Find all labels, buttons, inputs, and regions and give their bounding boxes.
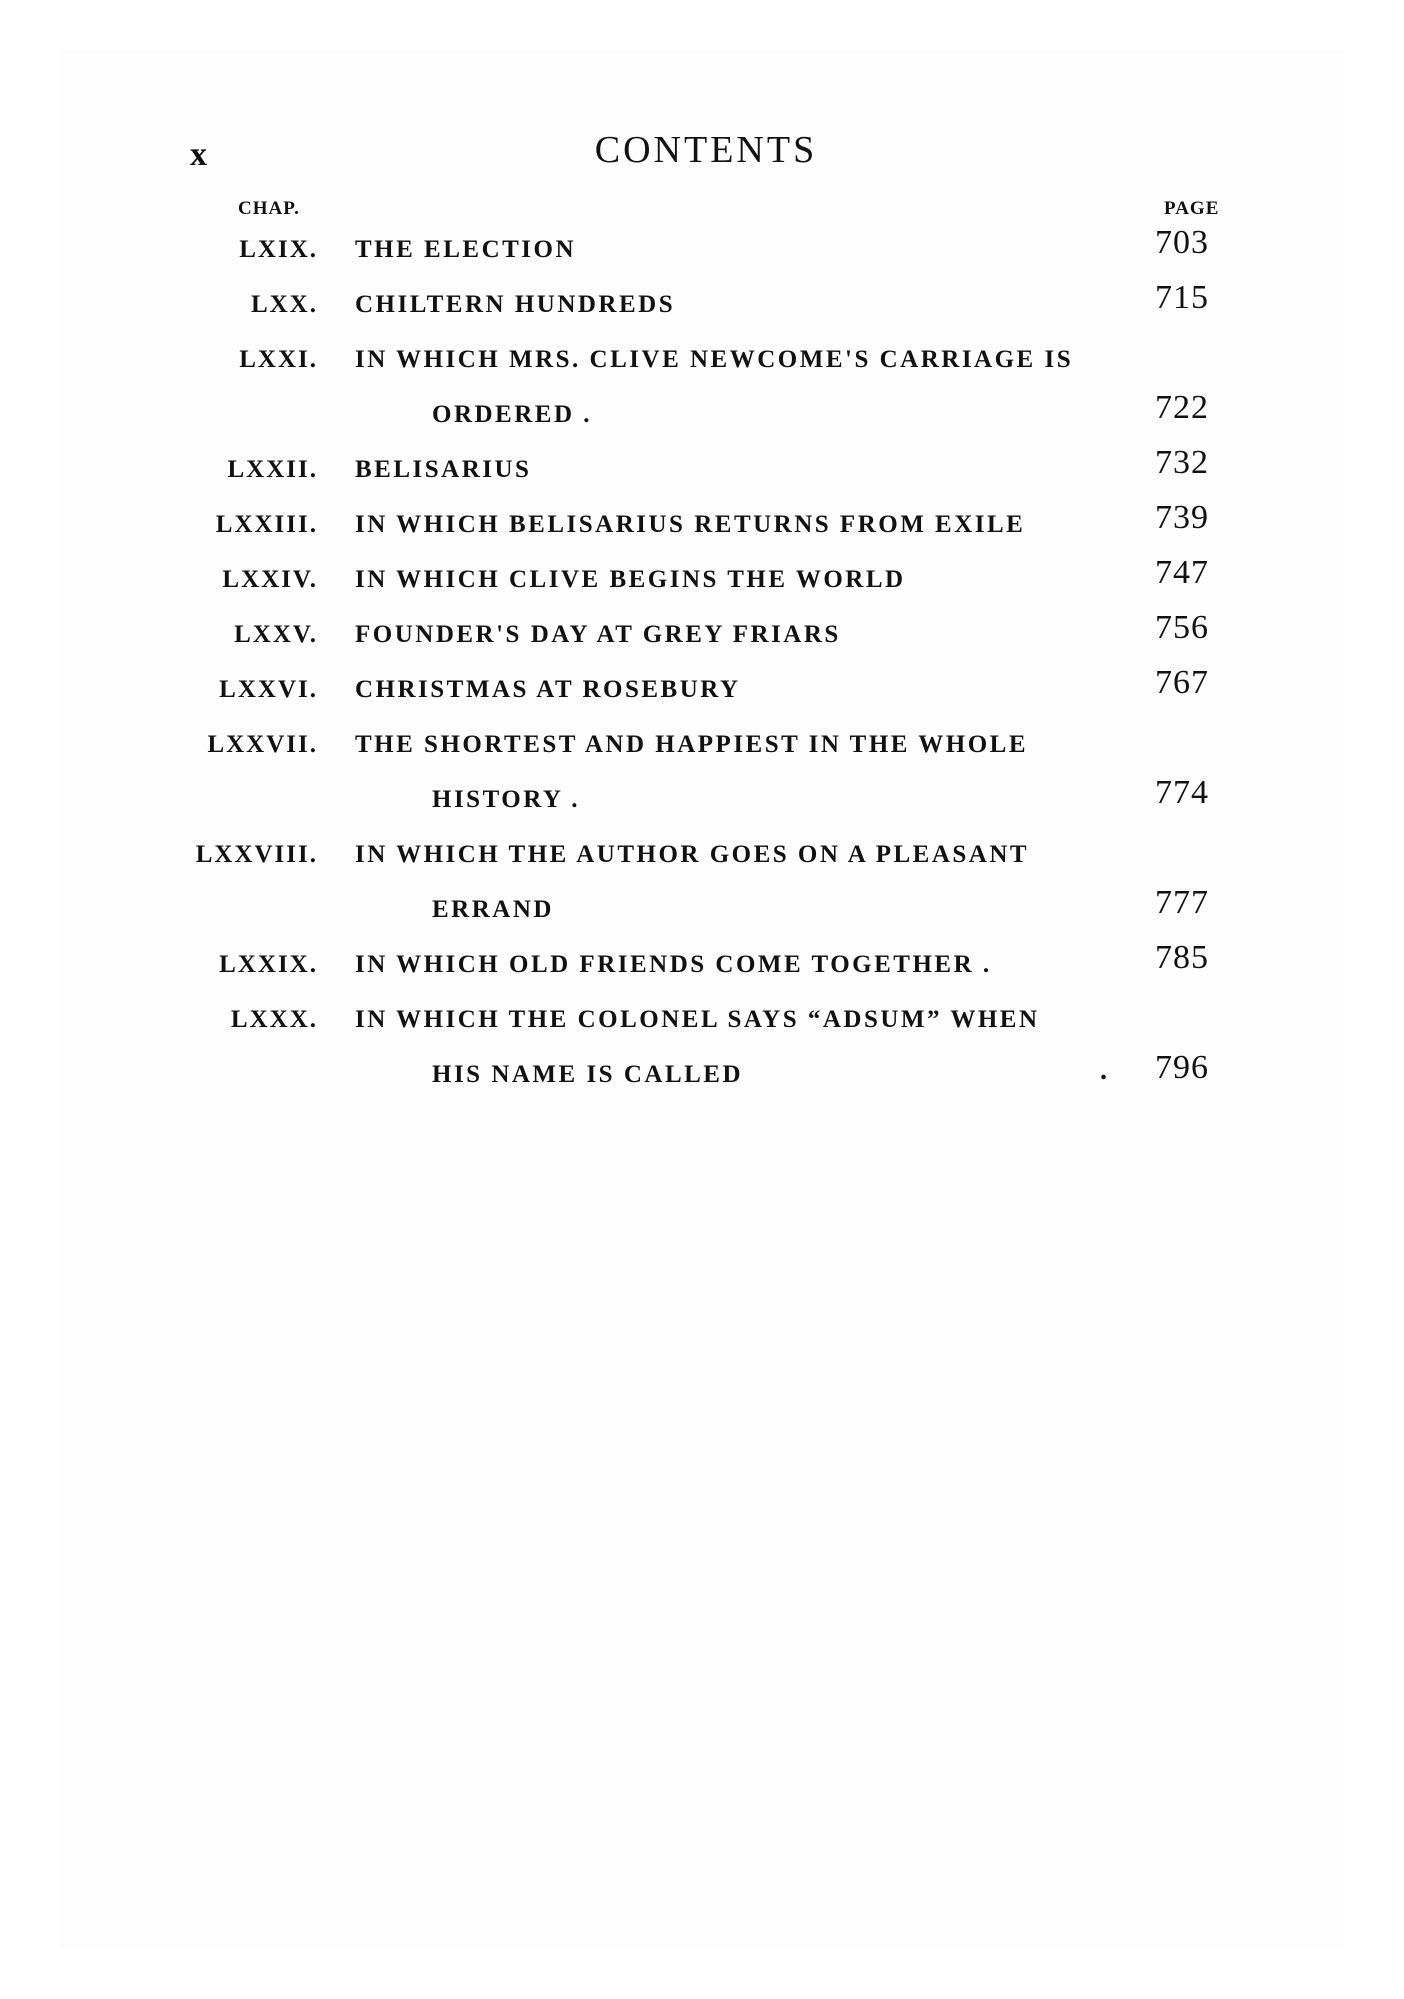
toc-line [0, 279, 1404, 327]
chapter-title: BELISARIUS [355, 456, 532, 483]
page-number: 785 [1155, 939, 1209, 976]
chapter-title-continuation: ERRAND [432, 896, 554, 923]
leader-dot: . [1100, 1055, 1107, 1086]
chapter-number: LXIX. [239, 236, 318, 263]
page-sheet [60, 50, 1344, 1949]
chapter-number: LXXVIII. [195, 841, 318, 868]
chapter-number: LXXIX. [219, 951, 318, 978]
chapter-number: LXX. [250, 291, 318, 318]
toc-line [0, 1002, 1404, 1042]
chapter-title-continuation: HISTORY . [432, 786, 581, 813]
toc-line [0, 727, 1404, 767]
toc-line [0, 224, 1404, 272]
chapter-title: THE ELECTION [355, 236, 577, 263]
chapter-number: LXXI. [239, 346, 318, 373]
chapter-title: THE SHORTEST AND HAPPIEST IN THE WHOLE [355, 731, 1029, 758]
page-number: 774 [1155, 774, 1209, 811]
chapter-number: LXXV. [234, 621, 318, 648]
page-column-heading: PAGE [1164, 198, 1220, 219]
page-number: 715 [1155, 279, 1209, 316]
toc-line [0, 609, 1404, 657]
chap-column-heading: CHAP. [238, 198, 300, 219]
toc-line [0, 939, 1404, 987]
chapter-title: CHRISTMAS AT ROSEBURY [355, 676, 741, 703]
page-number: 739 [1155, 499, 1209, 536]
chapter-number: LXXX. [230, 1006, 318, 1033]
chapter-number: LXXIII. [215, 511, 318, 538]
toc-line [0, 342, 1404, 382]
chapter-title: CHILTERN HUNDREDS [355, 291, 676, 318]
running-head [0, 128, 1404, 172]
toc-line [0, 554, 1404, 602]
chapter-title: IN WHICH THE COLONEL SAYS “ADSUM” WHEN [355, 1006, 1040, 1033]
toc-line [0, 1049, 1404, 1097]
page-number: 722 [1155, 389, 1209, 426]
chapter-title: IN WHICH BELISARIUS RETURNS FROM EXILE [355, 511, 1026, 538]
chapter-title: FOUNDER'S DAY AT GREY FRIARS [355, 621, 841, 648]
toc-line [0, 837, 1404, 877]
folio-number: x [190, 136, 208, 173]
toc-line [0, 389, 1404, 437]
page-number: 777 [1155, 884, 1209, 921]
page-number: 747 [1155, 554, 1209, 591]
page-number: 796 [1155, 1049, 1209, 1086]
page-number: 732 [1155, 444, 1209, 481]
toc-line [0, 444, 1404, 492]
toc-line [0, 499, 1404, 547]
chapter-title: IN WHICH CLIVE BEGINS THE WORLD [355, 566, 906, 593]
toc-line [0, 774, 1404, 822]
page-number: 767 [1155, 664, 1209, 701]
chapter-number: LXXVII. [207, 731, 318, 758]
chapter-number: LXXVI. [219, 676, 318, 703]
toc-line [0, 664, 1404, 712]
page-number: 703 [1155, 224, 1209, 261]
chapter-number: LXXIV. [222, 566, 318, 593]
chapter-title-continuation: ORDERED . [432, 401, 593, 428]
chapter-title-continuation: HIS NAME IS CALLED [432, 1061, 744, 1088]
chapter-title: IN WHICH OLD FRIENDS COME TOGETHER . [355, 951, 992, 978]
toc-line [0, 884, 1404, 932]
chapter-number: LXXII. [227, 456, 318, 483]
chapter-title: IN WHICH THE AUTHOR GOES ON A PLEASANT [355, 841, 1030, 868]
page-number: 756 [1155, 609, 1209, 646]
running-head-text: CONTENTS [594, 129, 818, 171]
chapter-title: IN WHICH MRS. CLIVE NEWCOME'S CARRIAGE IS [355, 346, 1074, 373]
